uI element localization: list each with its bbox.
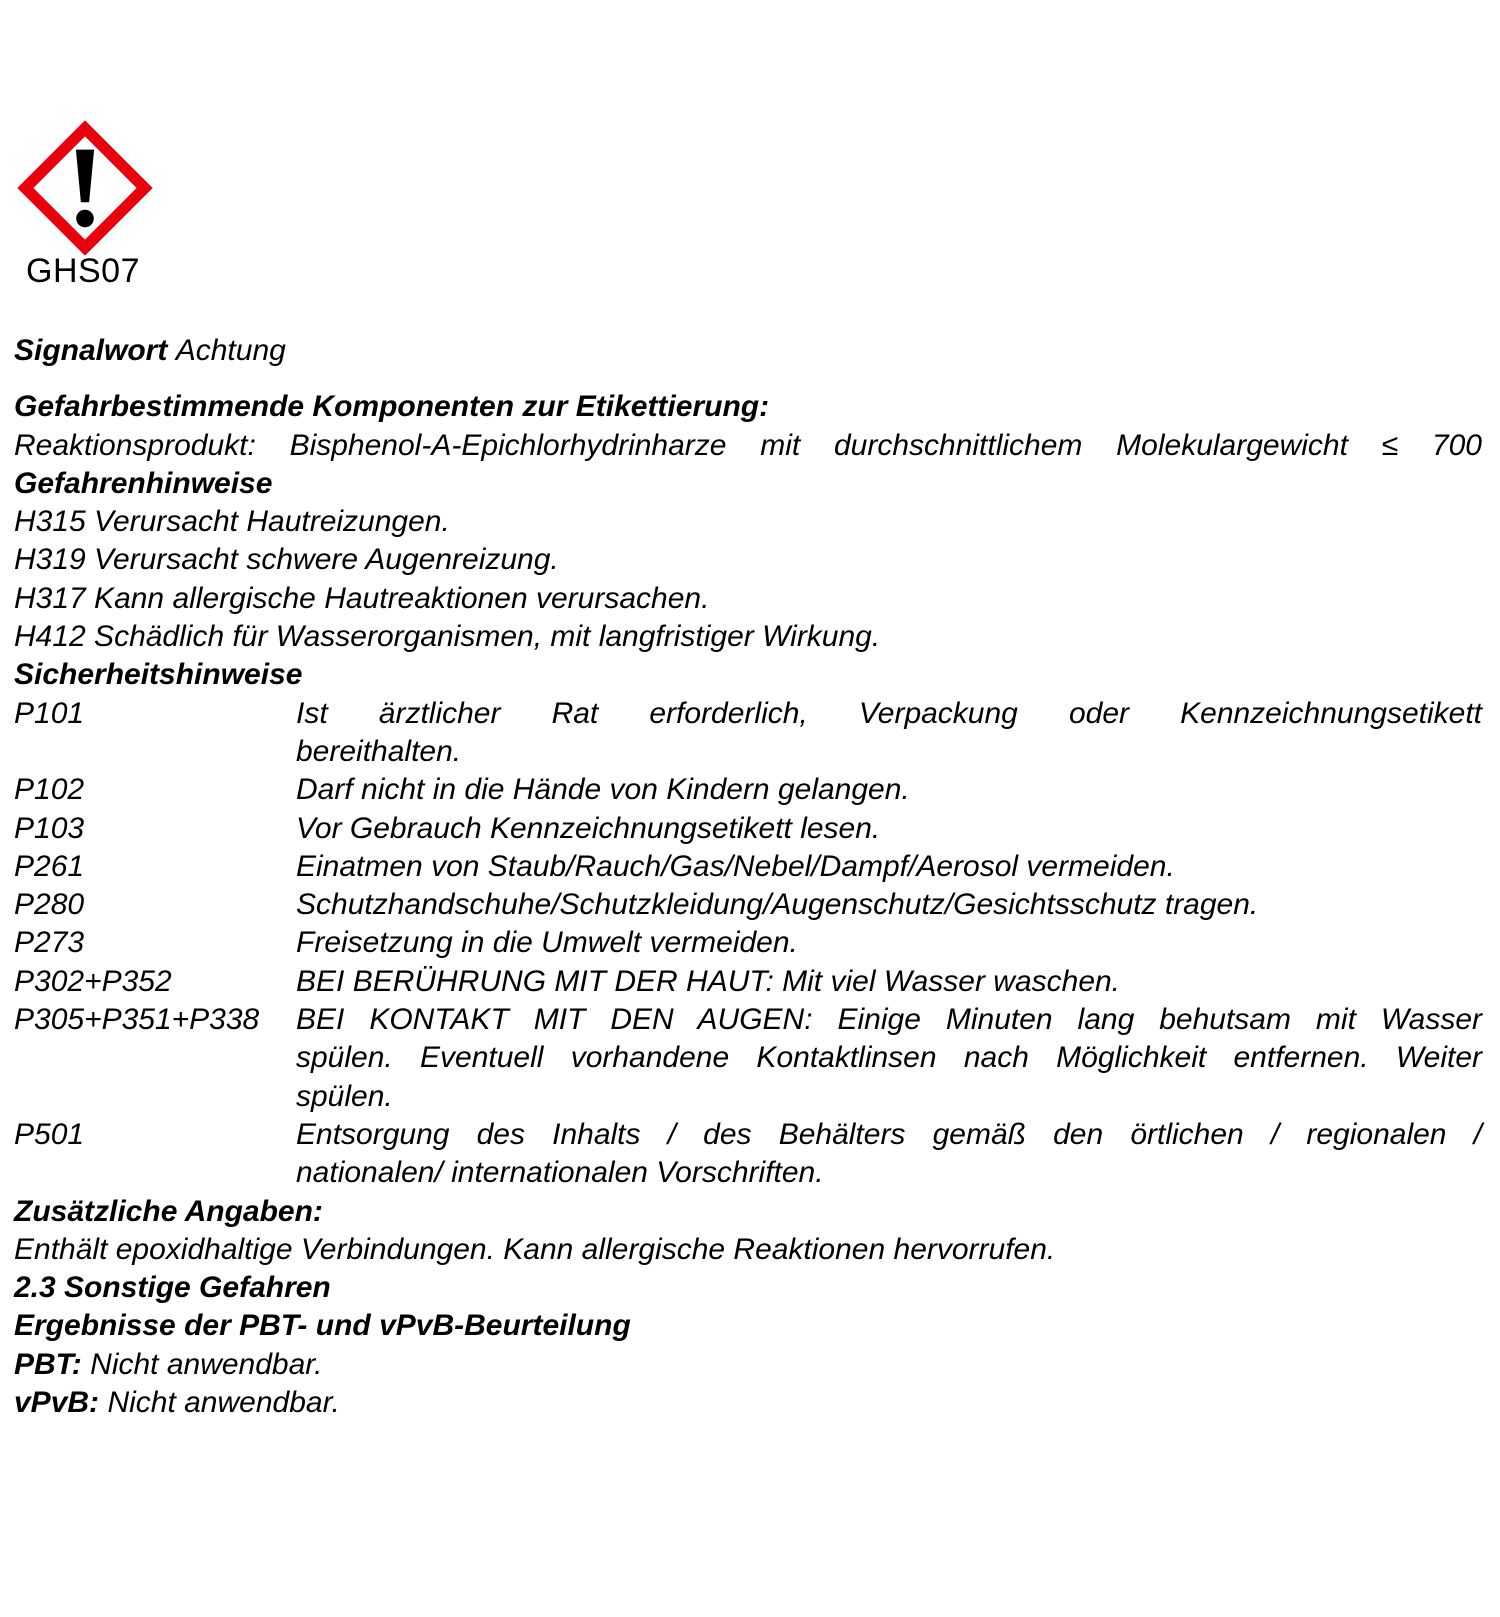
p-text-line: Schutzhandschuhe/Schutzkleidung/Augenschutz/Gesichtsschutz tragen.	[296, 888, 1259, 922]
additional-information-heading: Zusätzliche Angaben:	[14, 1194, 323, 1228]
p-text-line: BEI KONTAKT MIT DEN AUGEN: Einige Minuten lang behutsam mit Wasser	[296, 1003, 1482, 1037]
p-statement-code: P261	[14, 849, 85, 883]
p-text-line: Entsorgung des Inhalts / des Behälters gemäß den örtlichen / regionalen /	[296, 1117, 1482, 1151]
p-statement-row-p101	[14, 695, 1482, 772]
p-statement-text	[296, 1001, 1482, 1116]
vpvb-value: Nicht anwendbar.	[107, 1386, 340, 1420]
p-statement-text	[296, 1116, 1482, 1193]
signal-word-value: Achtung	[175, 334, 286, 367]
pbt-result-line	[14, 1346, 1482, 1384]
vpvb-label: vPvB:	[14, 1386, 100, 1420]
hazard-statement-h317: H317 Kann allergische Hautreaktionen verursachen.	[14, 581, 710, 615]
p-text-line: Ist ärztlicher Rat erforderlich, Verpackung oder Kennzeichnungsetikett	[296, 696, 1482, 730]
p-statement-row-p103	[14, 810, 1482, 848]
hazard-statement-h319: H319 Verursacht schwere Augenreizung.	[14, 543, 559, 577]
signal-word-line	[14, 332, 1482, 370]
p-statement-code: P305+P351+P338	[14, 1003, 260, 1037]
p-statement-row-p280	[14, 886, 1482, 924]
p-statement-text	[296, 771, 1482, 809]
vpvb-result-line	[14, 1384, 1482, 1422]
pictogram-code-label: GHS07	[26, 252, 140, 290]
p-statement-text	[296, 886, 1482, 924]
precautionary-statements-heading: Sicherheitshinweise	[14, 658, 303, 692]
signal-word-label: Signalwort	[14, 334, 168, 367]
p-statement-code: P273	[14, 926, 85, 960]
p-text-line: nationalen/ internationalen Vorschriften.	[296, 1156, 824, 1190]
sds-document-page	[0, 117, 1500, 1422]
p-statement-row-p102	[14, 771, 1482, 809]
p-statement-text	[296, 848, 1482, 886]
p-statement-row-p305-p351-p338	[14, 1001, 1482, 1116]
ghs07-exclamation-pictogram-icon	[14, 117, 156, 259]
labeling-components-heading: Gefahrbestimmende Komponenten zur Etikettierung:	[14, 390, 770, 424]
p-statement-row-p261	[14, 848, 1482, 886]
p-statement-row-p273	[14, 924, 1482, 962]
p-statement-text	[296, 695, 1482, 772]
hazard-statement-h412: H412 Schädlich für Wasserorganismen, mit langfristiger Wirkung.	[14, 620, 881, 654]
p-statement-text	[296, 924, 1482, 962]
p-statement-code: P501	[14, 1117, 85, 1151]
p-statement-code: P103	[14, 811, 85, 845]
pbt-vpvb-results-heading: Ergebnisse der PBT- und vPvB-Beurteilung	[14, 1309, 631, 1343]
hazard-statement-h315: H315 Verursacht Hautreizungen.	[14, 505, 450, 539]
p-text-line: spülen.	[296, 1079, 393, 1113]
p-statement-code: P101	[14, 696, 85, 730]
p-statement-code: P302+P352	[14, 964, 172, 998]
p-statement-text	[296, 963, 1482, 1001]
p-statement-code: P102	[14, 773, 85, 807]
p-text-line: BEI BERÜHRUNG MIT DER HAUT: Mit viel Wasser waschen.	[296, 964, 1121, 998]
labeling-components-text: Reaktionsprodukt: Bisphenol-A-Epichlorhydrinharze mit durchschnittlichem Molekulargewicht ≤ 700	[14, 428, 1482, 462]
p-statement-row-p501	[14, 1116, 1482, 1193]
p-text-line: spülen. Eventuell vorhandene Kontaktlinsen nach Möglichkeit entfernen. Weiter	[296, 1041, 1482, 1075]
p-text-line: Einatmen von Staub/Rauch/Gas/Nebel/Dampf/Aerosol vermeiden.	[296, 849, 1175, 883]
pbt-value: Nicht anwendbar.	[90, 1347, 323, 1381]
exclamation-dot	[76, 210, 94, 228]
p-statement-code: P280	[14, 888, 85, 922]
p-text-line: Darf nicht in die Hände von Kindern gelangen.	[296, 773, 910, 807]
additional-information-text: Enthält epoxidhaltige Verbindungen. Kann allergische Reaktionen hervorrufen.	[14, 1232, 1056, 1266]
p-statement-row-p302-p352	[14, 963, 1482, 1001]
p-text-line: bereithalten.	[296, 734, 462, 768]
other-hazards-heading: 2.3 Sonstige Gefahren	[14, 1271, 331, 1305]
hazard-statements-heading: Gefahrenhinweise	[14, 466, 273, 500]
ghs-pictogram-block	[14, 117, 1482, 289]
p-statement-text	[296, 810, 1482, 848]
p-text-line: Freisetzung in die Umwelt vermeiden.	[296, 926, 798, 960]
pbt-label: PBT:	[14, 1347, 82, 1381]
p-text-line: Vor Gebrauch Kennzeichnungsetikett lesen.	[296, 811, 881, 845]
